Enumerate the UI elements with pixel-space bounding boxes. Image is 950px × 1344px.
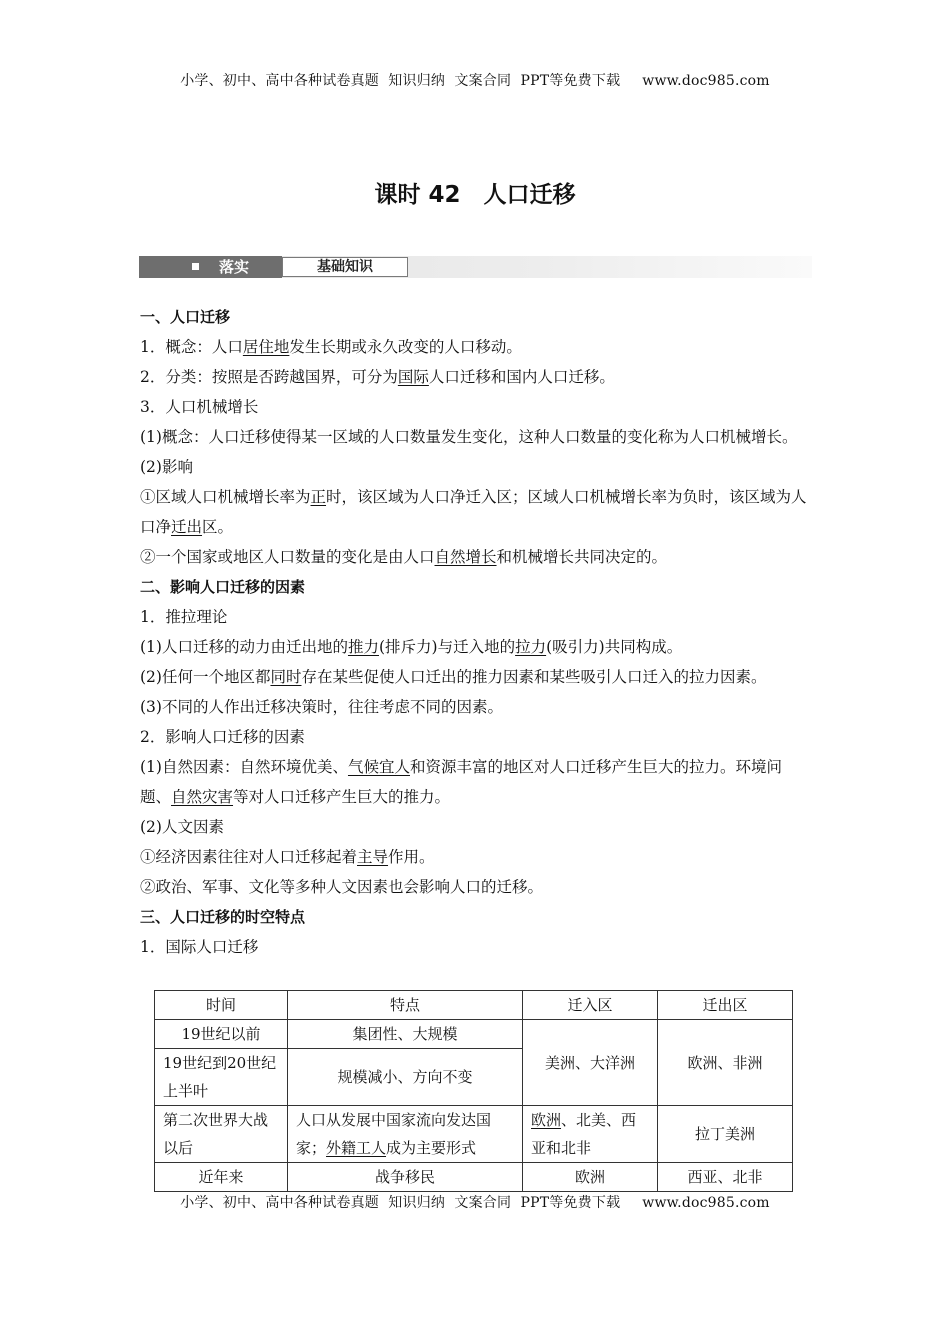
underlined-answer: 正 <box>310 488 327 506</box>
table-cell: 近年来 <box>155 1163 288 1192</box>
text-run: 发生长期或永久改变的人口移动。 <box>289 338 522 356</box>
table-cell: 第二次世界大战以后 <box>155 1106 288 1163</box>
table-cell-merged-in: 美洲、大洋洲 <box>523 1020 658 1106</box>
footer-site[interactable]: www.doc985.com <box>642 1195 770 1211</box>
table-header-cell: 特点 <box>288 991 523 1020</box>
table-cell: 欧洲 <box>523 1163 658 1192</box>
table-cell: 人口从发展中国家流向发达国家；外籍工人成为主要形式 <box>288 1106 523 1163</box>
body-paragraph <box>140 842 812 872</box>
text-run: ①区域人口机械增长率为 <box>140 488 311 506</box>
migration-table <box>154 990 793 1192</box>
text-run: (1)概念：人口迁移使得某一区域的人口数量发生变化，这种人口数量的变化称为人口机械增长。 <box>140 428 798 446</box>
text-run: 2．分类：按照是否跨越国界，可分为 <box>140 368 398 386</box>
section-heading: 三、人口迁移的时空特点 <box>140 908 306 926</box>
body-paragraph <box>140 332 812 362</box>
text-run: 和资源丰富的地区对人口迁移产生巨大的拉力。环境问题、 <box>140 758 782 806</box>
body-paragraph <box>140 392 812 422</box>
body-paragraph <box>140 482 812 542</box>
text-run: ②一个国家或地区人口数量的变化是由人口 <box>140 548 435 566</box>
underlined-answer: 欧洲 <box>531 1111 562 1129</box>
section-heading: 一、人口迁移 <box>140 308 231 326</box>
table-header-cell: 时间 <box>155 991 288 1020</box>
text-run: 时，该区域为人口净迁入区；区域人口机械增长率为负时，该区域为人口净 <box>140 488 807 536</box>
header-site[interactable]: www.doc985.com <box>642 73 770 89</box>
underlined-answer: 外籍工人 <box>326 1139 387 1157</box>
header-text: 小学、初中、高中各种试卷真题 知识归纳 文案合同 PPT等免费下载 <box>180 73 621 89</box>
page-header <box>0 70 950 90</box>
text-run: 区。 <box>202 518 234 536</box>
banner-light-label: 基础知识 <box>282 257 408 277</box>
body-paragraph <box>140 542 812 572</box>
text-run: 人口迁移和国内人口迁移。 <box>428 368 615 386</box>
body-paragraph <box>140 872 812 902</box>
underlined-answer: 国际 <box>397 368 429 386</box>
table-cell: 欧洲、北美、西亚和北非 <box>523 1106 658 1163</box>
table-cell: 集团性、大规模 <box>288 1020 523 1049</box>
table-row <box>155 1163 793 1192</box>
text-run: 和机械增长共同决定的。 <box>496 548 668 566</box>
text-run: (吸引力)共同构成。 <box>546 638 683 656</box>
underlined-answer: 同时 <box>270 668 302 686</box>
table-row <box>155 1106 793 1163</box>
table-cell: 拉丁美洲 <box>658 1106 793 1163</box>
text-run: (1)人口迁移的动力由迁出地的 <box>140 638 348 656</box>
underlined-answer: 居住地 <box>242 338 290 356</box>
body-paragraph <box>140 632 812 662</box>
table-cell: 19世纪到20世纪上半叶 <box>155 1049 288 1106</box>
table-header-cell: 迁入区 <box>523 991 658 1020</box>
banner-dark-tab <box>139 256 282 278</box>
underlined-answer: 主导 <box>357 848 389 866</box>
text-run: 存在某些促使人口迁出的推力因素和某些吸引人口迁入的拉力因素。 <box>301 668 767 686</box>
underlined-answer: 自然灾害 <box>171 788 234 806</box>
document-body <box>140 302 812 962</box>
text-run: 1．概念：人口 <box>140 338 243 356</box>
page-title: 课时 42 人口迁移 <box>374 182 576 208</box>
section-banner <box>139 256 812 278</box>
text-run: 等对人口迁移产生巨大的推力。 <box>233 788 451 806</box>
table-header-row <box>155 991 793 1020</box>
body-paragraph <box>140 752 812 812</box>
text-run: 1．国际人口迁移 <box>140 938 259 956</box>
table-cell: 战争移民 <box>288 1163 523 1192</box>
text-run: (2)任何一个地区都 <box>140 668 271 686</box>
text-run: 2．影响人口迁移的因素 <box>140 728 305 746</box>
text-run: (1)自然因素：自然环境优美、 <box>140 758 348 776</box>
underlined-answer: 迁出 <box>171 518 203 536</box>
text-run: ②政治、军事、文化等多种人文因素也会影响人口的迁移。 <box>140 878 544 896</box>
body-paragraph <box>140 452 812 482</box>
table-cell: 规模减小、方向不变 <box>288 1049 523 1106</box>
table-cell: 19世纪以前 <box>155 1020 288 1049</box>
body-paragraph <box>140 812 812 842</box>
text-run: (2)影响 <box>140 458 193 476</box>
body-paragraph <box>140 602 812 632</box>
body-paragraph <box>140 932 812 962</box>
underlined-answer: 气候宜人 <box>347 758 410 776</box>
underlined-answer: 自然增长 <box>434 548 497 566</box>
underlined-answer: 拉力 <box>515 638 547 656</box>
body-paragraph <box>140 362 812 392</box>
text-run: 1．推拉理论 <box>140 608 228 626</box>
body-paragraph <box>140 422 812 452</box>
banner-dark-label: 落实 <box>219 258 250 276</box>
text-run: ①经济因素往往对人口迁移起着 <box>140 848 358 866</box>
body-paragraph <box>140 662 812 692</box>
page-footer <box>0 1192 950 1212</box>
text-run: (2)人文因素 <box>140 818 224 836</box>
table-row <box>155 1020 793 1049</box>
text-run: 作用。 <box>388 848 435 866</box>
table-cell: 西亚、北非 <box>658 1163 793 1192</box>
table-header-cell: 迁出区 <box>658 991 793 1020</box>
text-run: (3)不同的人作出迁移决策时，往往考虑不同的因素。 <box>140 698 503 716</box>
body-paragraph <box>140 692 812 722</box>
table-cell-merged-out: 欧洲、非洲 <box>658 1020 793 1106</box>
text-run: (排斥力)与迁入地的 <box>378 638 516 656</box>
text-run: 3．人口机械增长 <box>140 398 259 416</box>
square-bullet-icon <box>192 263 199 270</box>
body-paragraph <box>140 722 812 752</box>
section-heading: 二、影响人口迁移的因素 <box>140 578 306 596</box>
footer-text: 小学、初中、高中各种试卷真题 知识归纳 文案合同 PPT等免费下载 <box>180 1195 621 1211</box>
underlined-answer: 推力 <box>347 638 379 656</box>
